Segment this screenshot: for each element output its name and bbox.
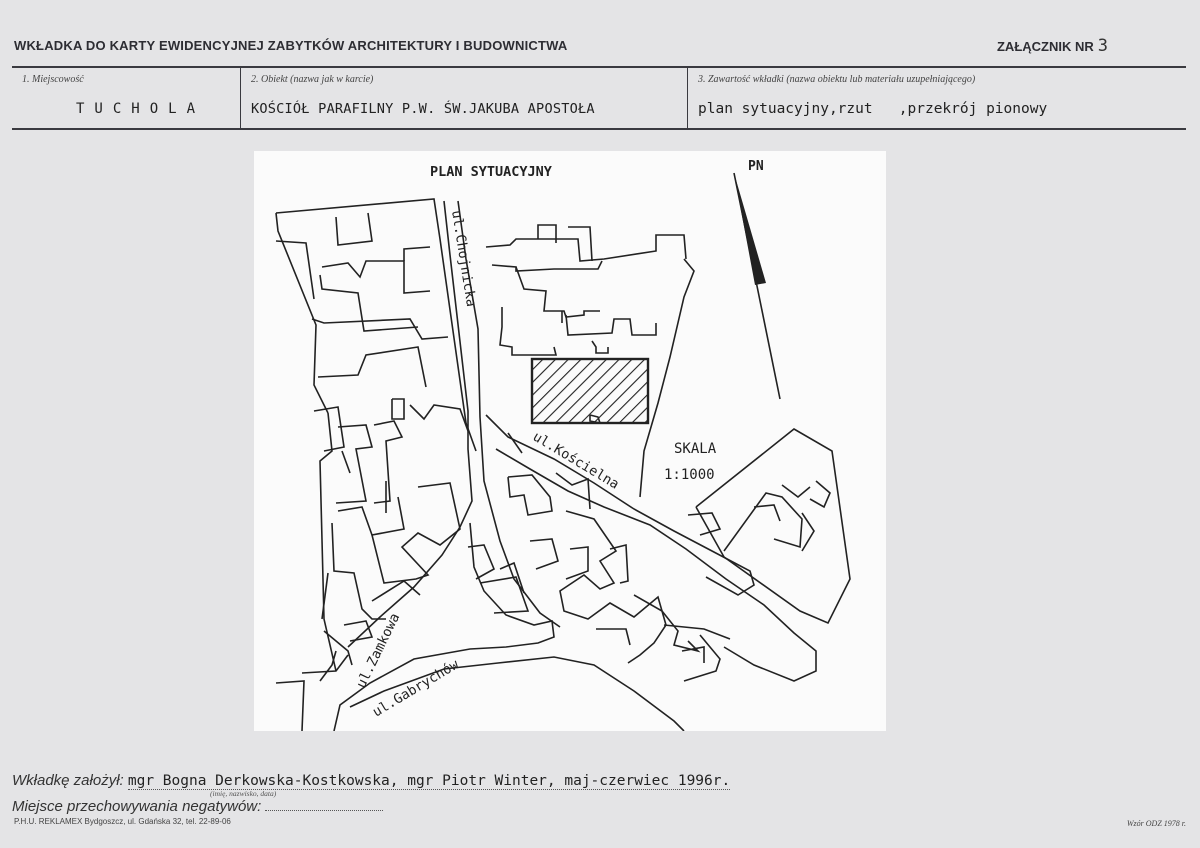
fields-table [12, 66, 1186, 130]
field-locality-label: 1. Miejscowość [22, 74, 84, 85]
site-plan-drawing [254, 151, 886, 731]
author-label: Wkładkę założył: [12, 772, 124, 789]
negatives-value [265, 810, 383, 811]
street-label-gabrychow: ul.Gabrychów [369, 656, 462, 721]
field-object [241, 68, 688, 128]
scale-value: 1:1000 [664, 467, 715, 483]
field-content-value: plan sytuacyjny,rzut ,przekrój pionowy [698, 101, 1048, 117]
field-object-label: 2. Obiekt (nazwa jak w karcie) [251, 74, 374, 85]
street-label-koscielna: ul.Kościelna [529, 428, 622, 493]
field-content [688, 68, 1186, 128]
negatives-label: Miejsce przechowywania negatywów: [12, 798, 262, 815]
field-locality-value: TUCHOLA [76, 101, 206, 117]
annex-label-text: ZAŁĄCZNIK NR [996, 39, 1094, 54]
annex-number: 3 [1097, 36, 1108, 56]
annex-label [997, 36, 1108, 56]
field-locality [12, 68, 241, 128]
author-hint: (imię, nazwisko, data) [210, 789, 277, 798]
field-content-label: 3. Zawartość wkładki (nazwa obiektu lub materiału uzupełniającego) [698, 74, 976, 85]
plan-title: PLAN SYTUACYJNY [430, 164, 552, 180]
scale-label: SKALA [674, 441, 717, 457]
author-row [12, 772, 730, 790]
printer-imprint: P.H.U. REKLAMEX Bydgoszcz, ul. Gdańska 32, tel. 22-89-06 [14, 817, 231, 826]
street-label-chojnicka: ul.Chojnicka [448, 209, 480, 308]
field-object-value: KOŚCIÓŁ PARAFILNY P.W. ŚW.JAKUBA APOSTOŁA [251, 101, 595, 117]
author-value: mgr Bogna Derkowska-Kostkowska, mgr Piotr Winter, maj-czerwiec 1996r. [127, 773, 731, 789]
negatives-row [12, 798, 383, 815]
street-label-zamkowa: ul.Zamkowa [353, 610, 404, 691]
church-building [532, 359, 648, 423]
document-title: WKŁADKA DO KARTY EWIDENCYJNEJ ZABYTKÓW ARCHITEKTURY I BUDOWNICTWA [14, 38, 568, 53]
north-label: PN [748, 159, 764, 174]
north-arrow-icon [734, 173, 780, 399]
form-model: Wzór ODZ 1978 r. [1126, 819, 1186, 828]
site-plan [254, 151, 886, 731]
